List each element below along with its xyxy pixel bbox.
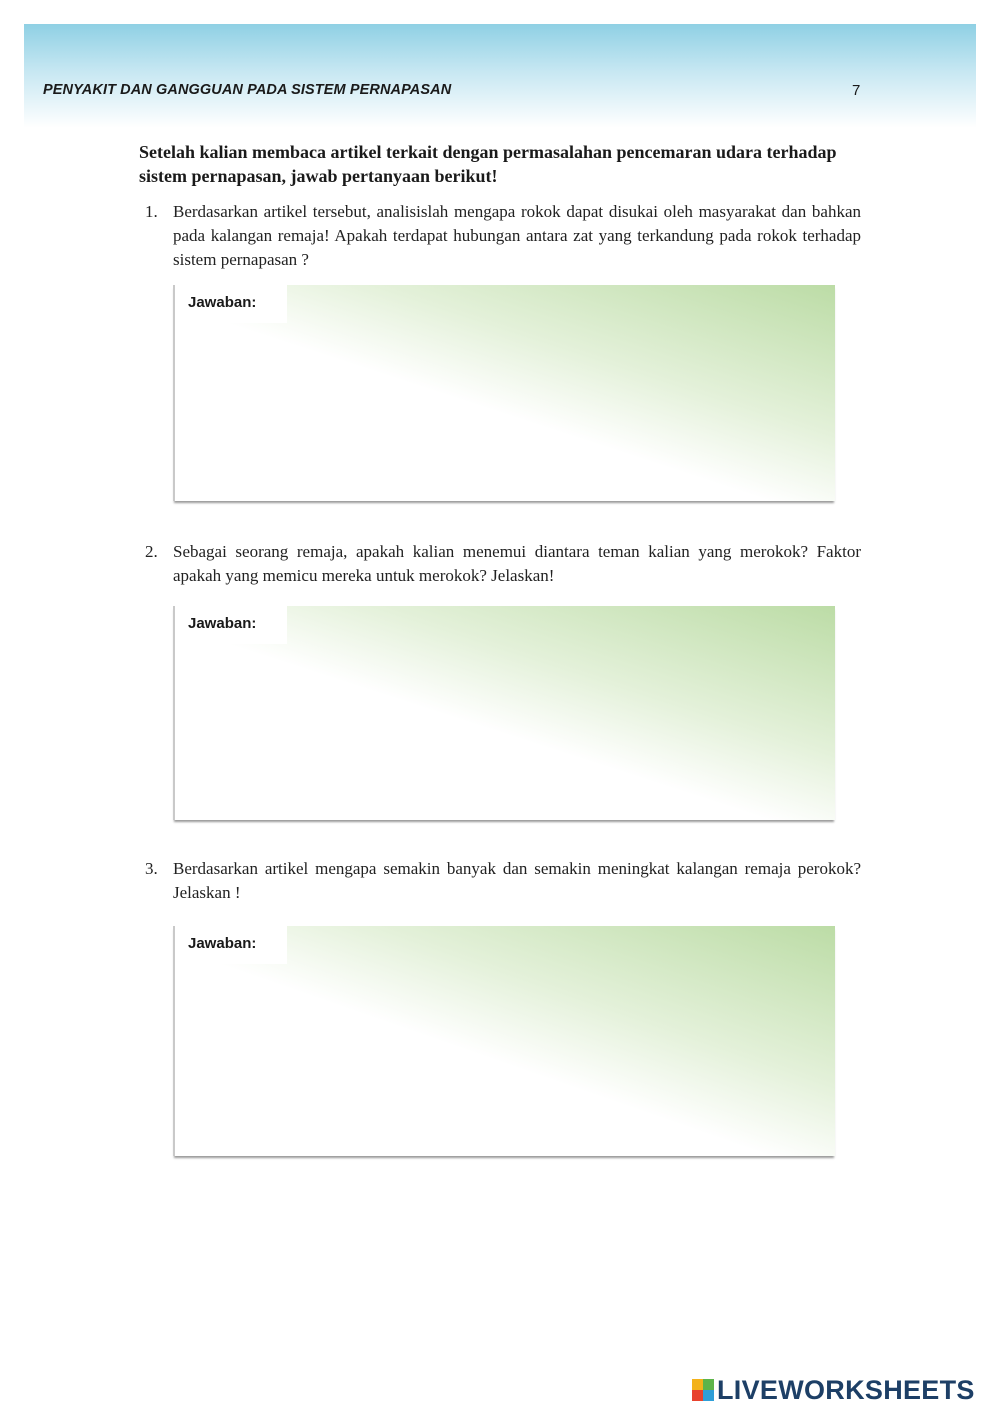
page-header-title: PENYAKIT DAN GANGGUAN PADA SISTEM PERNAPASAN bbox=[43, 82, 452, 98]
liveworksheets-mark-icon bbox=[692, 1379, 714, 1401]
question-number: 3. bbox=[145, 859, 158, 878]
page-number: 7 bbox=[852, 82, 861, 99]
answer-label: Jawaban: bbox=[175, 926, 287, 964]
logo-square-icon bbox=[692, 1390, 703, 1401]
answer-box-3[interactable] bbox=[173, 926, 835, 1156]
question-number: 1. bbox=[145, 202, 158, 221]
question-1 bbox=[139, 200, 861, 272]
logo-square-icon bbox=[703, 1379, 714, 1390]
liveworksheets-logo[interactable] bbox=[692, 1374, 975, 1406]
question-number: 2. bbox=[145, 542, 158, 561]
answer-label: Jawaban: bbox=[175, 606, 287, 644]
logo-square-icon bbox=[692, 1379, 703, 1390]
question-text: Berdasarkan artikel mengapa semakin banyak dan semakin meningkat kalangan remaja perokok? Jelaskan ! bbox=[173, 859, 861, 902]
answer-label: Jawaban: bbox=[175, 285, 287, 323]
question-text: Berdasarkan artikel tersebut, analisislah mengapa rokok dapat disukai oleh masyarakat dan bahkan pada kalangan remaja! Apakah terdapat hubungan antara zat yang terkandung pada rokok terhadap sistem pernapasan ? bbox=[173, 202, 861, 269]
question-3 bbox=[139, 857, 861, 905]
question-text: Sebagai seorang remaja, apakah kalian menemui diantara teman kalian yang merokok? Faktor apakah yang memicu mereka untuk merokok? Jelaskan! bbox=[173, 542, 861, 585]
answer-box-2[interactable] bbox=[173, 606, 835, 820]
header-band bbox=[24, 24, 976, 128]
logo-square-icon bbox=[703, 1390, 714, 1401]
answer-box-1[interactable] bbox=[173, 285, 835, 501]
question-2 bbox=[139, 540, 861, 588]
instruction-text: Setelah kalian membaca artikel terkait dengan permasalahan pencemaran udara terhadap sistem pernapasan, jawab pertanyaan berikut! bbox=[139, 142, 837, 186]
liveworksheets-logo-text: LIVEWORKSHEETS bbox=[717, 1374, 975, 1405]
